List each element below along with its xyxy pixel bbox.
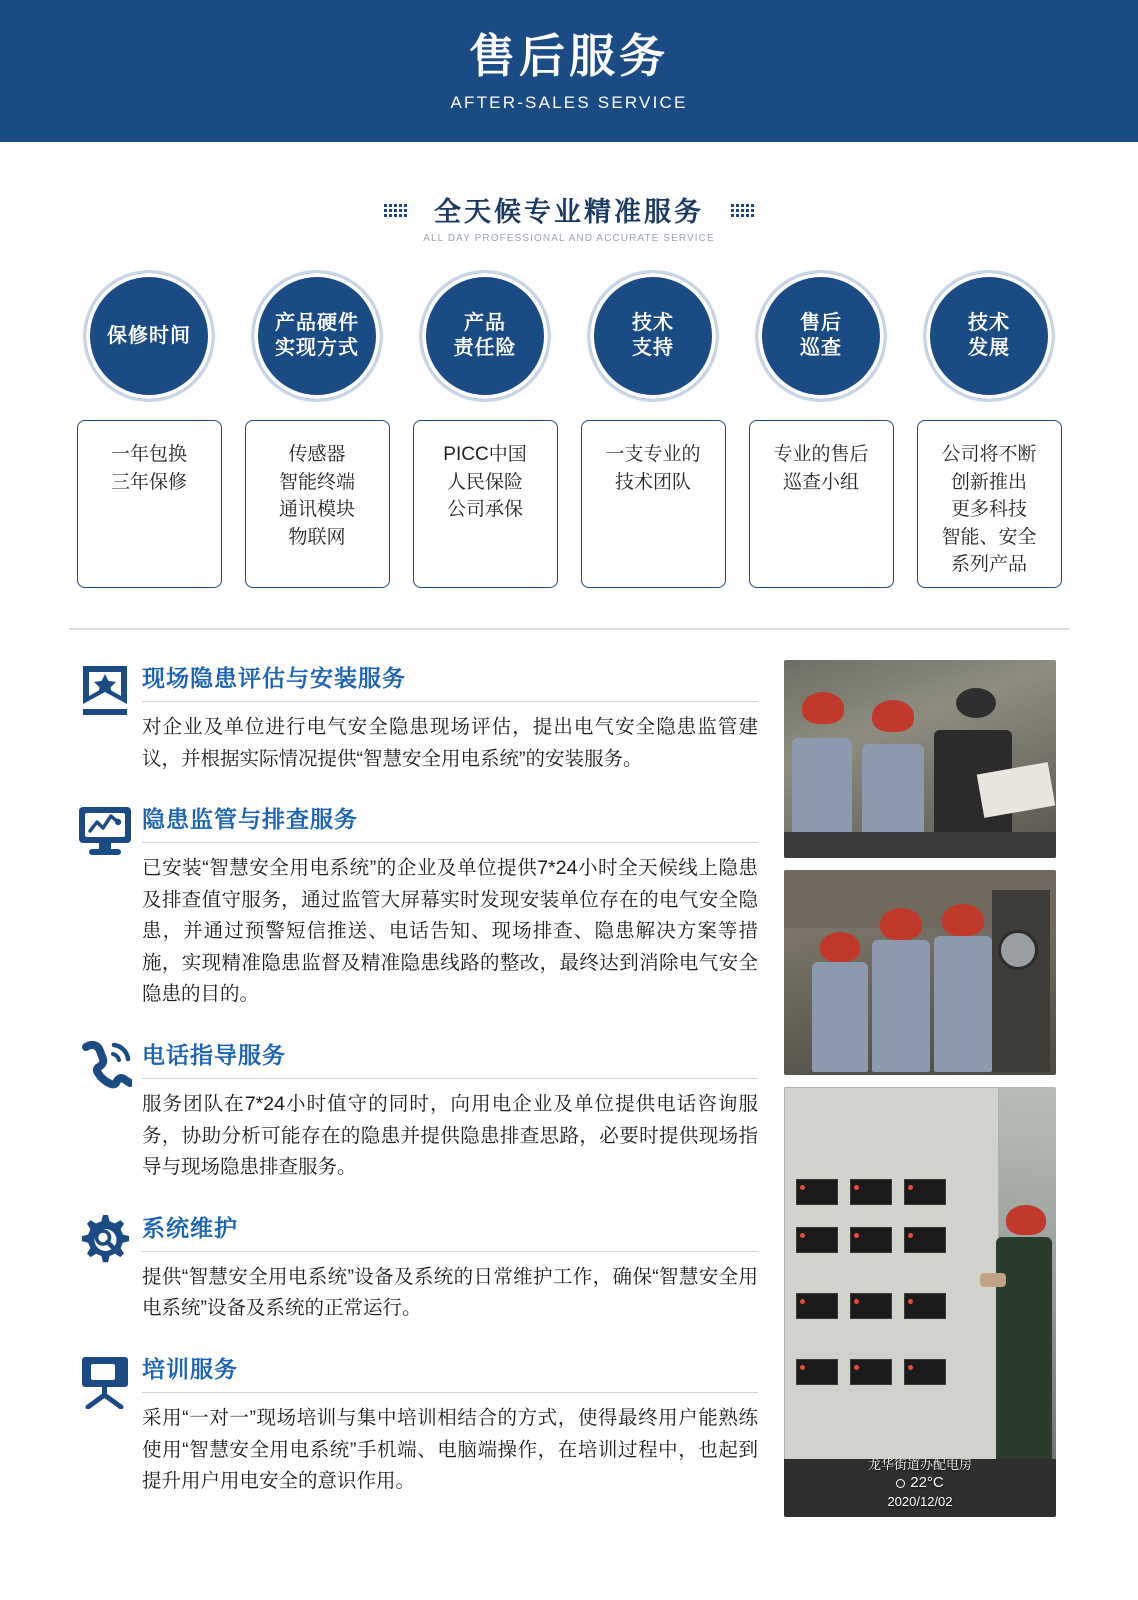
circle-line: 产品 <box>464 312 506 334</box>
service-text: 已安装“智慧安全用电系统”的企业及单位提供7*24小时全天候线上隐患及排查值守服务，通过监管大屏幕实时发现安装单位存在的电气安全隐患，并通过预警短信推送、电话告知、现场排查、隐患解决方案等措施，实现精准隐患监督及精准隐患线路的整改，最终达到消除电气安全隐患的目的。 <box>142 857 758 1006</box>
training-board-icon <box>68 1351 142 1498</box>
feature-card-text: 传感器 智能终端 通讯模块 物联网 <box>278 444 355 548</box>
feature-card-5 <box>917 420 1062 588</box>
feature-circle-2 <box>419 270 551 402</box>
feature-card-4 <box>749 420 894 588</box>
page-title: 售后服务 <box>469 30 669 83</box>
circle-line: 售后 <box>800 312 842 334</box>
circle-line: 巡查 <box>800 337 842 359</box>
monitor-chart-icon <box>68 801 142 1011</box>
circle-line: 发展 <box>968 337 1010 359</box>
feature-circle-item <box>917 270 1062 402</box>
photo-caption <box>784 1456 1056 1511</box>
photo-location: 龙华街道办配电房 <box>867 1456 972 1472</box>
feature-circle-item <box>413 270 558 402</box>
circle-line: 技术 <box>632 312 674 334</box>
dots-right-icon <box>731 204 754 217</box>
service-text: 对企业及单位进行电气安全隐患现场评估，提出电气安全隐患监管建议，并根据实际情况提供“智慧安全用电系统”的安装服务。 <box>142 716 758 770</box>
feature-card-1 <box>245 420 390 588</box>
photo-column <box>784 660 1056 1524</box>
service-item <box>68 1210 758 1325</box>
section-title-group <box>0 190 1138 244</box>
section-title: 全天候专业精准服务 <box>433 197 704 227</box>
service-item <box>68 1037 758 1184</box>
feature-circle-item <box>581 270 726 402</box>
gear-search-icon <box>68 1210 142 1325</box>
feature-circle-item <box>245 270 390 402</box>
feature-circle-0 <box>83 270 215 402</box>
feature-card-3 <box>581 420 726 588</box>
service-title: 隐患监管与排查服务 <box>142 801 758 843</box>
equipment-check-photo <box>784 870 1056 1075</box>
photo-temperature: 22°C <box>784 1473 1056 1493</box>
feature-cards <box>0 420 1138 588</box>
feature-circles <box>0 270 1138 402</box>
page-header <box>0 0 1138 142</box>
circle-line: 产品硬件 <box>275 312 359 334</box>
feature-card-text: 一支专业的 技术团队 <box>605 444 701 493</box>
service-text: 采用“一对一”现场培训与集中培训相结合的方式，使得最终用户能熟练使用“智慧安全用电系统”手机端、电脑端操作，在培训过程中，也起到提升用户用电安全的意识作用。 <box>142 1406 758 1493</box>
section-subtitle: ALL DAY PROFESSIONAL AND ACCURATE SERVICE <box>423 233 715 244</box>
feature-card-2 <box>413 420 558 588</box>
feature-circle-3 <box>587 270 719 402</box>
services-list <box>68 660 758 1524</box>
services-content <box>0 660 1138 1524</box>
circle-line: 支持 <box>632 337 674 359</box>
feature-card-text: PICC中国 人民保险 公司承保 <box>443 444 527 521</box>
feature-circle-item <box>749 270 894 402</box>
service-item <box>68 801 758 1011</box>
site-inspection-photo <box>784 660 1056 858</box>
photo-date: 2020/12/02 <box>887 1494 953 1510</box>
feature-card-text: 一年包换 三年保修 <box>110 444 187 493</box>
feature-card-0 <box>77 420 222 588</box>
service-item <box>68 660 758 775</box>
service-title: 电话指导服务 <box>142 1037 758 1079</box>
circle-line: 实现方式 <box>275 337 359 359</box>
service-title: 系统维护 <box>142 1210 758 1252</box>
star-badge-icon <box>68 660 142 775</box>
dots-left-icon <box>384 204 407 217</box>
feature-circle-item <box>77 270 222 402</box>
sun-icon <box>896 1479 905 1488</box>
section-divider <box>69 628 1069 630</box>
feature-circle-5 <box>923 270 1055 402</box>
circle-line: 技术 <box>968 312 1010 334</box>
phone-icon <box>68 1037 142 1184</box>
service-text: 服务团队在7*24小时值守的同时，向用电企业及单位提供电话咨询服务，协助分析可能存在的隐患并提供隐患排查思路，必要时提供现场指导与现场隐患排查服务。 <box>142 1093 758 1179</box>
feature-card-text: 公司将不断 创新推出 更多科技 智能、安全 系列产品 <box>941 444 1037 576</box>
feature-circle-4 <box>755 270 887 402</box>
feature-circle-1 <box>251 270 383 402</box>
circle-line: 责任险 <box>453 337 517 359</box>
feature-card-text: 专业的售后 巡查小组 <box>773 444 869 493</box>
service-title: 培训服务 <box>142 1351 758 1393</box>
page-subtitle: AFTER-SALES SERVICE <box>450 92 688 112</box>
service-item <box>68 1351 758 1498</box>
circle-line: 保修时间 <box>107 324 191 347</box>
service-text: 提供“智慧安全用电系统”设备及系统的日常维护工作，确保“智慧安全用电系统”设备及系统的正常运行。 <box>142 1265 758 1320</box>
service-title: 现场隐患评估与安装服务 <box>142 660 758 702</box>
distribution-room-photo <box>784 1087 1056 1517</box>
